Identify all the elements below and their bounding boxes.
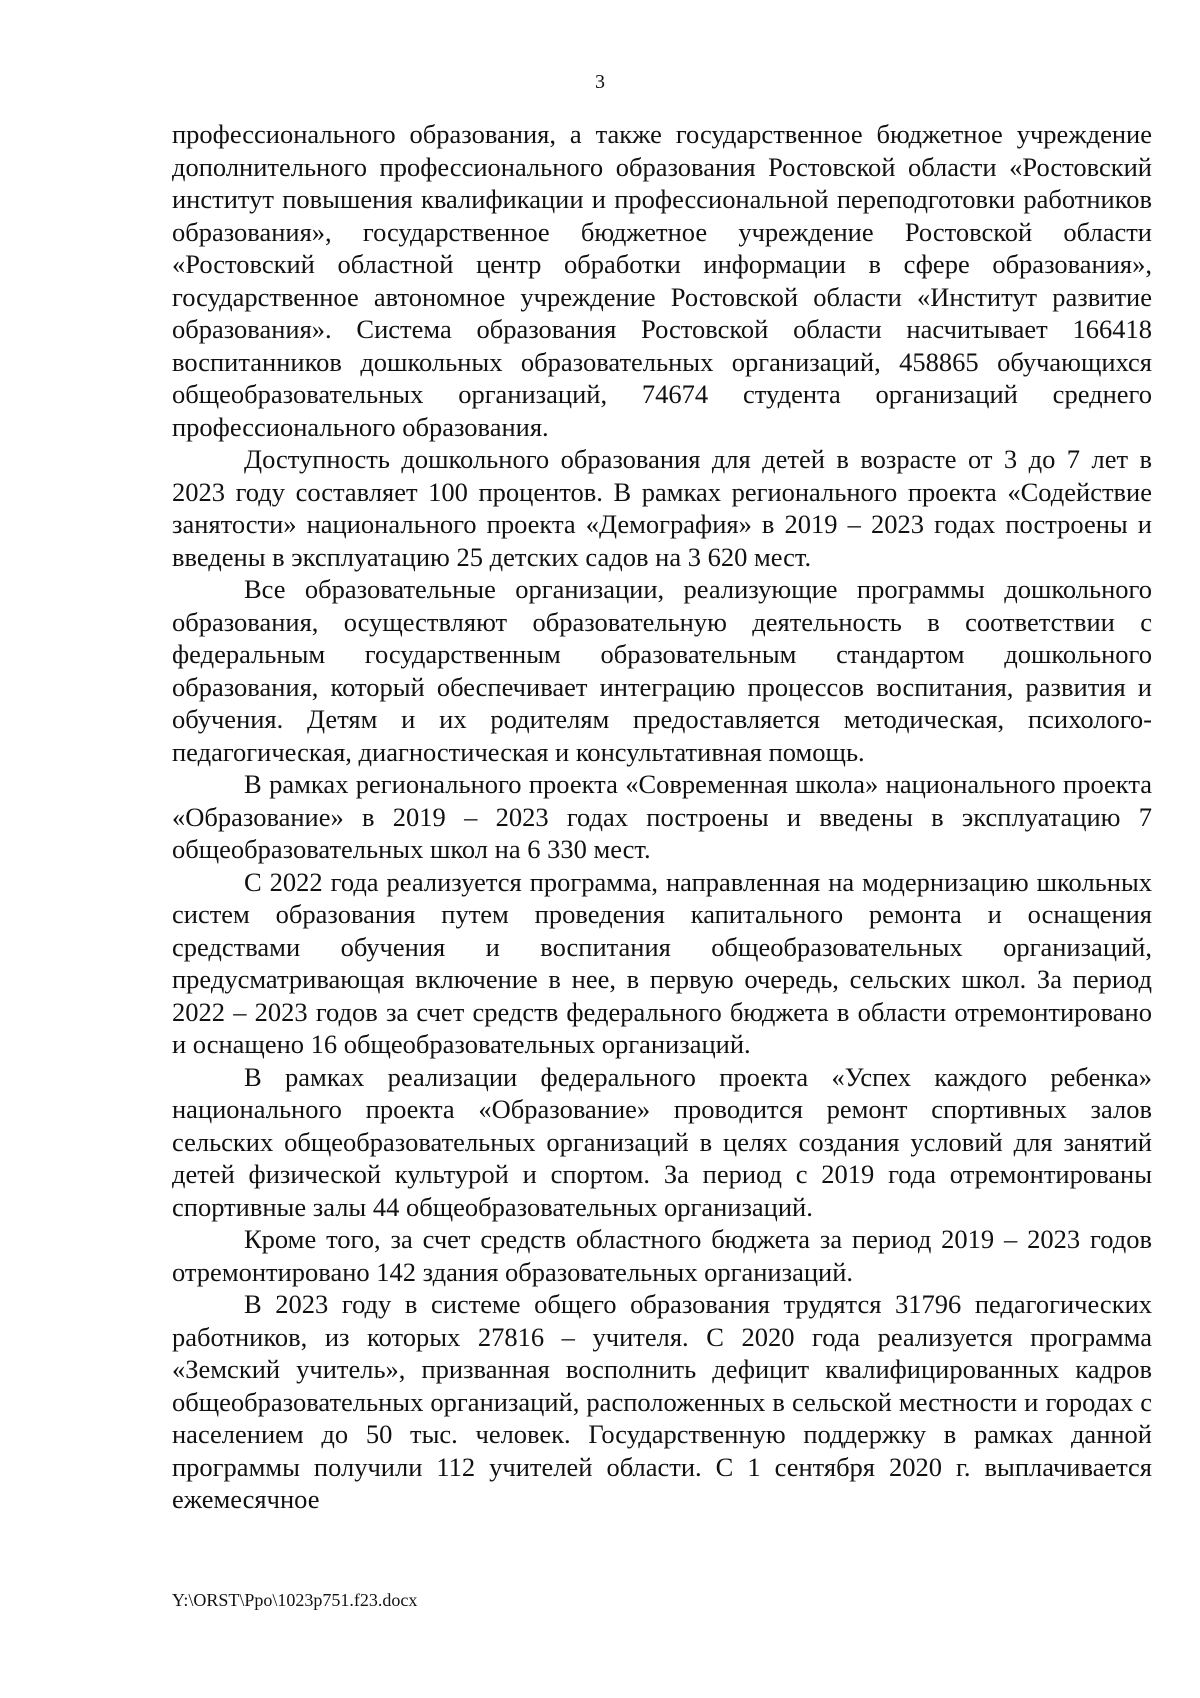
paragraph-preschool-availability: Доступность дошкольного образования для детей в возрасте от 3 до 7 лет в 2023 году составляет 100 процентов. В рамках регионального проекта «Содействие занятости» национального проекта «Демография» в 2019 – 2023 годах построены и введены в эксплуатацию 25 детских садов на 3 620 мест. [172,444,1152,572]
paragraph-school-modernization: С 2022 года реализуется программа, направленная на модернизацию школьных систем образования путем проведения капитального ремонта и оснащения средствами обучения и воспитания общеобразовательных организаций, предусматривающая включение в нее, в первую очередь, сельских школ. За период 2022 – 2023 годов за счет средств федерального бюджета в области отремонтировано и оснащено 16 общеобразовательных организаций. [172,866,1152,1059]
paragraph-modern-school: В рамках регионального проекта «Современная школа» национального проекта «Образование» в 2019 – 2023 годах построены и введены в эксплуатацию 7 общеобразовательных школ на 6 330 мест. [172,769,1152,864]
paragraph-regional-repairs: Кроме того, за счет средств областного бюджета за период 2019 – 2023 годов отремонтировано 142 здания образовательных организаций. [172,1224,1152,1287]
paragraph-institutions: профессионального образования, а также государственное бюджетное учреждение дополнительного профессионального образования Ростовской области «Ростовский институт повышения квалификации и профессиональной переподготовки работников образования», государственное бюджетное учреждение Ростовской области «Ростовский областной центр обработки информации в сфере образования», государственное автономное учреждение Ростовской области «Институт развитие образования». Система образования Ростовской области насчитывает 166418 воспитанников дошкольных образовательных организаций, 458865 обучающихся общеобразовательных организаций, 74674 студента организаций среднего профессионального образования. [172,119,1152,442]
paragraph-teachers: В 2023 году в системе общего образования трудятся 31796 педагогических работников, из которых 27816 – учителя. С 2020 года реализуется программа «Земский учитель», призванная восполнить дефицит квалифицированных кадров общеобразовательных организаций, расположенных в сельской местности и городах с населением до 50 тыс. человек. Государственную поддержку в рамках данной программы получили 112 учителей области. С 1 сентября 2020 г. выплачивается ежемесячное [172,1289,1152,1514]
footer-file-path: Y:\ORST\Ppo\1023p751.f23.docx [172,1590,418,1610]
document-body [172,118,1152,1516]
paragraph-sports-halls: В рамках реализации федерального проекта «Успех каждого ребенка» национального проекта «Образование» проводится ремонт спортивных залов сельских общеобразовательных организаций в целях создания условий для занятий детей физической культурой и спортом. За период с 2019 года отремонтированы спортивные залы 44 общеобразовательных организаций. [172,1061,1152,1222]
paragraph-preschool-standard: Все образовательные организации, реализующие программы дошкольного образования, осуществляют образовательную деятельность в соответствии с федеральным государственным образовательным стандартом дошкольного образования, который обеспечивает интеграцию процессов воспитания, развития и обучения. Детям и их родителям предоставляется методическая, психолого-педагогическая, диагностическая и консультативная помощь. [172,574,1152,767]
page-number: 3 [595,71,605,93]
